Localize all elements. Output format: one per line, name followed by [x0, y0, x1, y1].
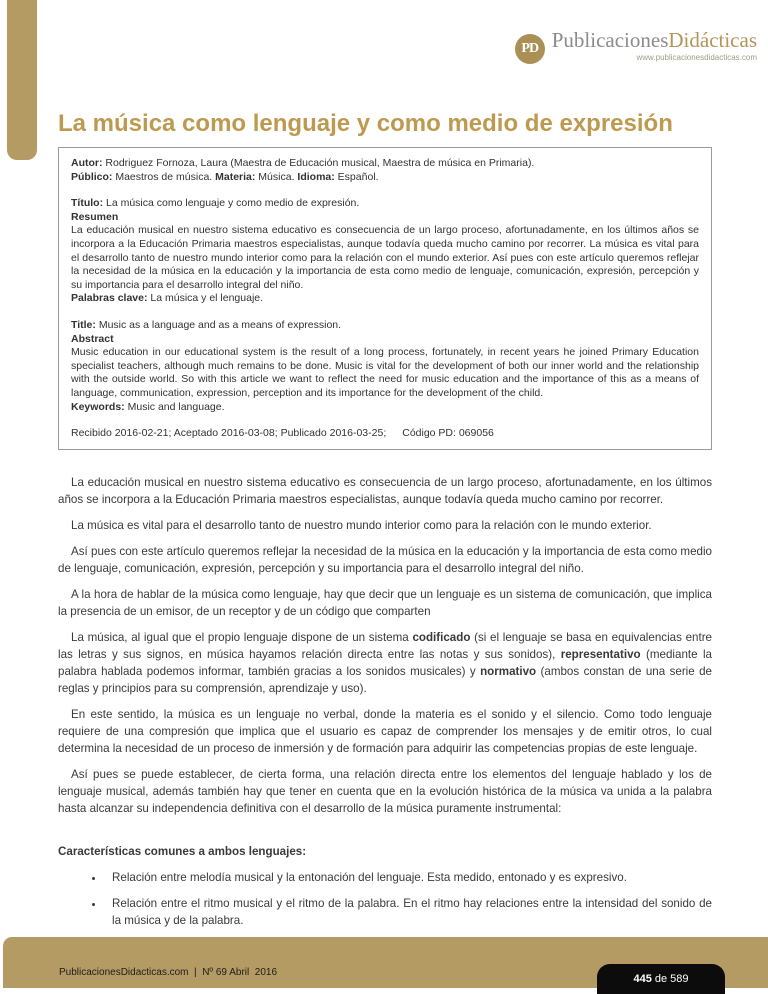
info-gap	[71, 414, 699, 427]
body-paragraph-6: En este sentido, la música es un lenguaje no verbal, donde la materia es el sonido y el silencio. Como todo lenguaje requiere de una compresión que implica que el usuario es capaz de comprender los mensajes y de emitir otros, lo cual determina la necesidad de un proceso de inmersión y de formación para adquirir las competencias propias de este lenguaje.	[58, 707, 712, 755]
article-title: La música como lenguaje y como medio de expresión	[58, 110, 673, 137]
info-title-en-label: Title:	[71, 318, 96, 331]
pd-monogram-text: PD	[521, 41, 539, 56]
info-keywords-value: Music and language.	[124, 400, 225, 413]
info-abstract-heading	[71, 333, 699, 347]
info-titulo-label: Título:	[71, 197, 104, 210]
p5-bold-normativo: normativo	[480, 664, 537, 678]
bullet-item-2: • Relación entre el ritmo musical y el ritmo de la palabra. En el ritmo hay relaciones entre la intensidad del sonido de la música y de la palabra.	[104, 895, 712, 929]
article-info-box	[58, 147, 712, 450]
body-paragraph-3: Así pues con este artículo queremos reflejar la necesidad de la música en la educación y la importancia de esta como medio de lenguaje, comunicación, expresión, percepción y su importancia para el desarrollo integral del niño.	[58, 544, 712, 575]
p5-seg: (si el lenguaje se basa en equivalencias entre las letras y sus signos, en música hayamos relación directa entre las notas y sus sonidos),	[58, 630, 713, 661]
info-idioma-label: Idioma:	[297, 170, 335, 183]
info-palabras-label: Palabras clave:	[71, 292, 148, 305]
section-heading: Características comunes a ambos lenguajes:	[58, 844, 307, 858]
info-keywords-label: Keywords:	[71, 400, 125, 413]
info-dates-line	[71, 427, 699, 441]
p5-seg: (ambos constan de una serie de reglas y principios para su comprensión, aprendizaje y uso).	[58, 664, 712, 695]
info-resumen-text: La educación musical en nuestro sistema educativo es consecuencia de un largo proceso, afortunadamente, en los últimos años se incorpora a la Educación Primaria maestros especialistas, aunque todavía queda mucho camino por recorrer. La música es vital para el desarrollo tanto de nuestro mundo interior como para la relación con el mundo exterior. Así pues con este artículo queremos reflejar la necesidad de la música en la educación y la importancia de esta como medio de lenguaje, comunicación, expresión, percepción y su importancia para el desarrollo integral del niño.	[71, 224, 699, 291]
info-materia-label: Materia:	[215, 170, 256, 183]
info-abstract-text: Music education in our educational system is the result of a long process, fortunately, in recent years he joined Primary Education specialist teachers, although much remains to be done. Music is vital for the development of both our inner world and the relationship with the outside world. So with this article we want to reflect the need for music education and the importance of this as a means of language, communication, expression, perception and its importance for the development of the child.	[71, 346, 699, 399]
info-palabras-line	[71, 292, 699, 306]
info-title-en-line	[71, 319, 699, 333]
info-resumen-heading	[71, 211, 699, 225]
info-gap	[71, 306, 699, 319]
page-number-total: de 589	[654, 973, 689, 985]
p5-seg: La música, al igual que el propio lenguaje dispone de un sistema	[71, 630, 413, 644]
p5-bold-codificado: codificado	[412, 630, 471, 644]
article-body	[58, 474, 712, 929]
info-publico-label: Público:	[71, 170, 113, 183]
info-autor-value: Rodriguez Fornoza, Laura (Maestra de Educación musical, Maestra de música en Primaria).	[102, 157, 535, 169]
left-accent-bar	[7, 0, 37, 160]
p5-bold-representativo: representativo	[560, 647, 641, 661]
body-paragraph-4: A la hora de hablar de la música como lenguaje, hay que decir que un lenguaje es un sistema de comunicación, que implica la presencia de un emisor, de un receptor y de un código que comparten	[58, 587, 712, 618]
article-content	[58, 0, 712, 938]
brand-name-publicaciones: Publicaciones	[551, 28, 669, 52]
info-keywords-line	[71, 401, 699, 415]
info-titulo-value: La música como lenguaje y como medio de expresión.	[103, 197, 360, 210]
info-codigo-pd: Código PD: 069056	[402, 427, 494, 440]
brand-url: www.publicacionesdidacticas.com	[636, 53, 757, 62]
info-titulo-line	[71, 197, 699, 211]
bullet-item-1: • Relación entre melodía musical y la entonación del lenguaje. Esta medido, entonado y es expresivo.	[104, 869, 712, 886]
info-dates-received: Recibido 2016-02-21; Aceptado 2016-03-08; Publicado 2016-03-25;	[71, 427, 387, 440]
info-abstract-label: Abstract	[71, 332, 114, 345]
page-number-badge	[597, 964, 725, 994]
body-paragraph-2: La música es vital para el desarrollo tanto de nuestro mundo interior como para la relación con le mundo exterior.	[71, 518, 652, 532]
info-autor-label: Autor:	[71, 157, 103, 169]
p5-seg: (mediante la palabra hablada podemos informar, también gracias a los sonidos musicales) y	[58, 647, 712, 678]
info-publico-line	[71, 171, 699, 185]
page-number-current: 445	[633, 973, 652, 985]
info-idioma-value: Español.	[334, 170, 379, 183]
bullet-list	[58, 869, 712, 929]
body-paragraph-5	[58, 629, 712, 697]
info-resumen-label: Resumen	[71, 210, 119, 223]
footer-journal-info: PublicacionesDidacticas.com | Nº 69 Abril 2016	[59, 967, 278, 978]
info-publico-value: Maestros de música.	[112, 170, 216, 183]
info-gap	[71, 184, 699, 197]
brand-name-didacticas: Didácticas	[668, 28, 757, 52]
info-title-en-value: Music as a language and as a means of expression.	[95, 318, 342, 331]
body-paragraph-7: Así pues se puede establecer, de cierta forma, una relación directa entre los elementos del lenguaje hablado y los de lenguaje musical, además también hay que tener en cuenta que en la evolución histórica de la música va unida a la palabra hasta alcanzar su independencia definitiva con el desarrollo de la música puramente instrumental:	[58, 767, 712, 815]
info-materia-value: Música.	[255, 170, 298, 183]
body-paragraph-1: La educación musical en nuestro sistema educativo es consecuencia de un largo proceso, afortunadamente, en los últimos años se incorpora a la Educación Primaria maestros especialistas, aunque todavía queda mucho camino por recorrer.	[58, 475, 712, 506]
info-autor-line	[71, 157, 699, 171]
info-palabras-value: La música y el lenguaje.	[147, 292, 264, 305]
